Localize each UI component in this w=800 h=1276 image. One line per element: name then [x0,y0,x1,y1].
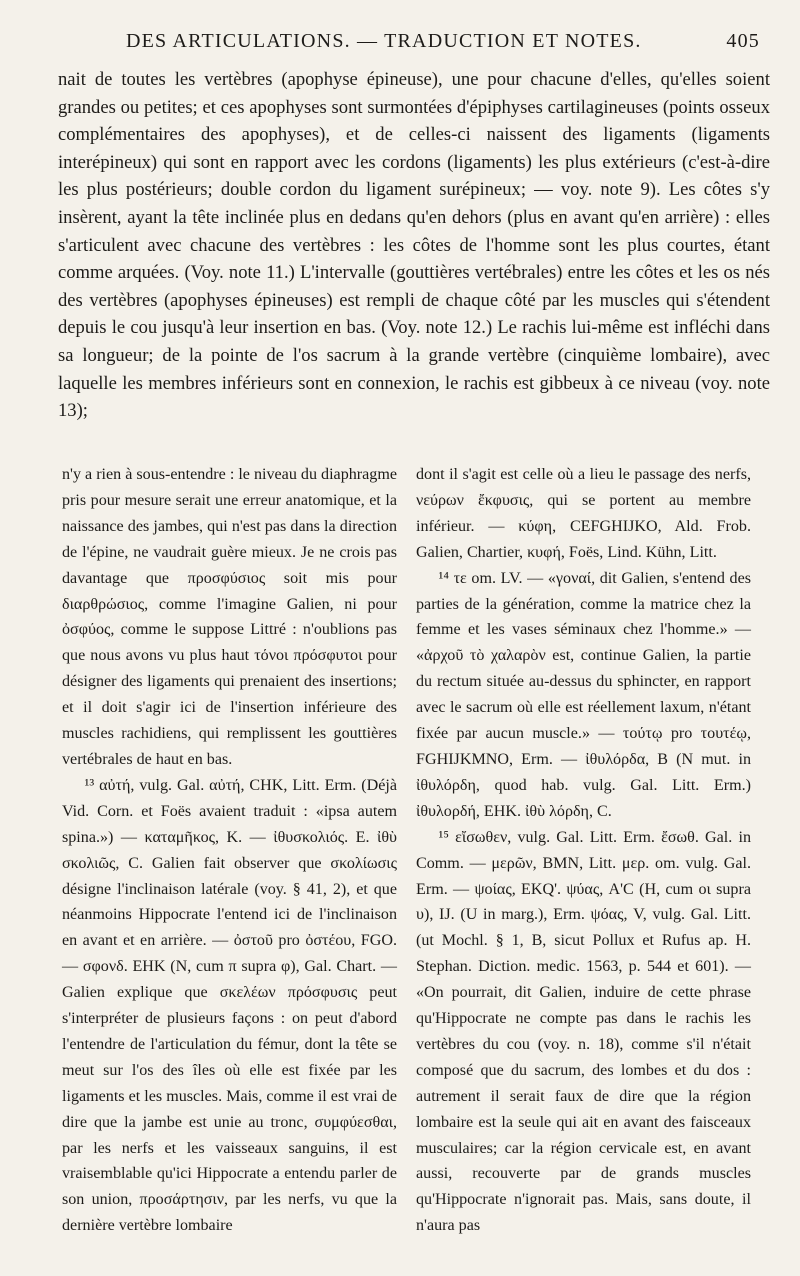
notes-right-column [416,462,751,1239]
page-number: 405 [726,30,760,52]
main-paragraph: nait de toutes les vertèbres (apophyse épineuse), une pour chacune d'elles, qu'elles soient grandes ou petites; et ces apophyses sont surmontées d'épiphyses cartilagineuses (points osseux complémentaires des apophyses), et de celles-ci naissent des ligaments (ligaments interépineux) qui sont en rapport avec les cordons (ligaments) les plus extérieurs (c'est-à-dire les plus postérieurs; double cordon du ligament surépineux; — voy. note 9). Les côtes s'y insèrent, ayant la tête inclinée plus en dedans qu'en dehors (plus en avant qu'en arrière) : elles s'articulent avec chacune des vertèbres : les côtes de l'homme sont les plus courtes, étant comme arquées. (Voy. note 11.) L'intervalle (gouttières vertébrales) entre les côtes et les os nés des vertèbres (apophyses épineuses) est rempli de chaque côté par les muscles qui s'étendent depuis le cou jusqu'à leur insertion en bas. (Voy. note 12.) Le rachis lui-même est infléchi dans sa longueur; de la pointe de l'os sacrum à la grande vertèbre (cinquième lombaire), avec laquelle les membres inférieurs sont en connexion, le rachis est gibbeux à ce niveau (voy. note 13); [58,69,770,422]
running-head-title: DES ARTICULATIONS. — TRADUCTION ET NOTES. [126,30,642,52]
notes-left-column [62,462,397,1239]
note-continuation: n'y a rien à sous-entendre : le niveau du diaphragme pris pour mesure serait une erreur anatomique, et la naissance des jambes, qui n'est pas dans la direction de l'épine, ne vaudrait guère mieux. Je ne crois pas davantage que προσφύσιος soit mis pour διαρθρώσιος, comme l'imagine Galien, ni pour ὀσφύος, comme le suppose Littré : n'oublions pas que nous avons vu plus haut τόνοι πρόσφυτοι pour désigner des ligaments qui prenaient des insertions; et il doit s'agir ici de l'insertion inférieure des muscles rachidiens, qui remplissent les gouttières vertébrales de haut en bas. [62,466,397,768]
note-13: ¹³ αὐτή, vulg. Gal. αὐτή, CHK, Litt. Erm. (Déjà Vid. Corn. et Foës avaient traduit : «ipsa autem spina.») — καταμῆκος, K. — ἰθυσκολιός. E. ἰθὺ σκολιῶς, C. Galien fait observer que σκολίωσις désigne l'inclinaison latérale (voy. § 41, 2), et que néanmoins Hippocrate l'entend ici de l'inclinaison en avant et en arrière. — ὀστοῦ pro ὀστέου, FGO. — σφονδ. EHK (N, cum π supra φ), Gal. Chart. — Galien explique que σκελέων πρόσφυσις peut s'interpréter de plusieurs façons : on peut d'abord l'entendre de l'articulation du fémur, dont la tête se meut sur l'os des îles où elle est fixée par les ligaments et les muscles. Mais, comme il est vrai de dire que la jambe est unie au tronc, συμφύεσθαι, par les nerfs et les vaisseaux sanguins, il est vraisemblable qu'ici Hippocrate a entendu parler de son union, προσάρτησιν, par les nerfs, vu que la dernière vertèbre lombaire [62,776,397,1235]
note-14: ¹⁴ τε om. LV. — «γοναί, dit Galien, s'entend des parties de la génération, comme la matrice chez la femme et les vases séminaux chez l'homme.» — «ἀρχοῦ τὸ χαλαρὸν est, continue Galien, la partie du rectum située au-dessus du sphincter, en rapport avec le sacrum où elle est réellement laxum, n'étant fixée par aucun muscle.» — τούτῳ pro τουτέῳ, FGHIJKMNO, Erm. — ἰθυλόρδα, B (N mut. in ἰθυλόρδη, quod hab. vulg. Gal. Litt. Erm.) ἰθυλορδή, EHK. ἰθὺ λόρδη, C. [416,569,751,820]
note-continuation-right: dont il s'agit est celle où a lieu le passage des nerfs, νεύρων ἔκφυσις, qui se portent au membre inférieur. — κύφη, CEFGHIJKO, Ald. Frob. Galien, Chartier, κυφή, Foës, Lind. Kühn, Litt. [416,466,751,561]
note-15: ¹⁵ εἴσωθεν, vulg. Gal. Litt. Erm. ἔσωθ. Gal. in Comm. — μερῶν, BMN, Litt. μερ. om. vulg. Gal. Erm. — ψοίας, EKQ'. ψύας, A'C (H, cum οι supra υ), IJ. (U in marg.), Erm. ψόας, V, vulg. Gal. Litt. (ut Mochl. § 1, B, sicut Pollux et Rufus ap. H. Stephan. Diction. medic. 1563, p. 544 et 601). — «On pourrait, dit Galien, induire de cette phrase qu'Hippocrate ne compte pas dans le rachis les vertèbres du cou (voy. n. 18), comme s'il n'était composé que du sacrum, des lombes et du dos : autrement il serait faux de dire que la région lombaire est la seule qui ait en avant des faisceaux musculaires; car la région cervicale est, en avant aussi, recouverte par de grands muscles qu'Hippocrate n'ignorait pas. Mais, sans doute, il n'aura pas [416,828,751,1235]
main-text-block [58,66,770,425]
